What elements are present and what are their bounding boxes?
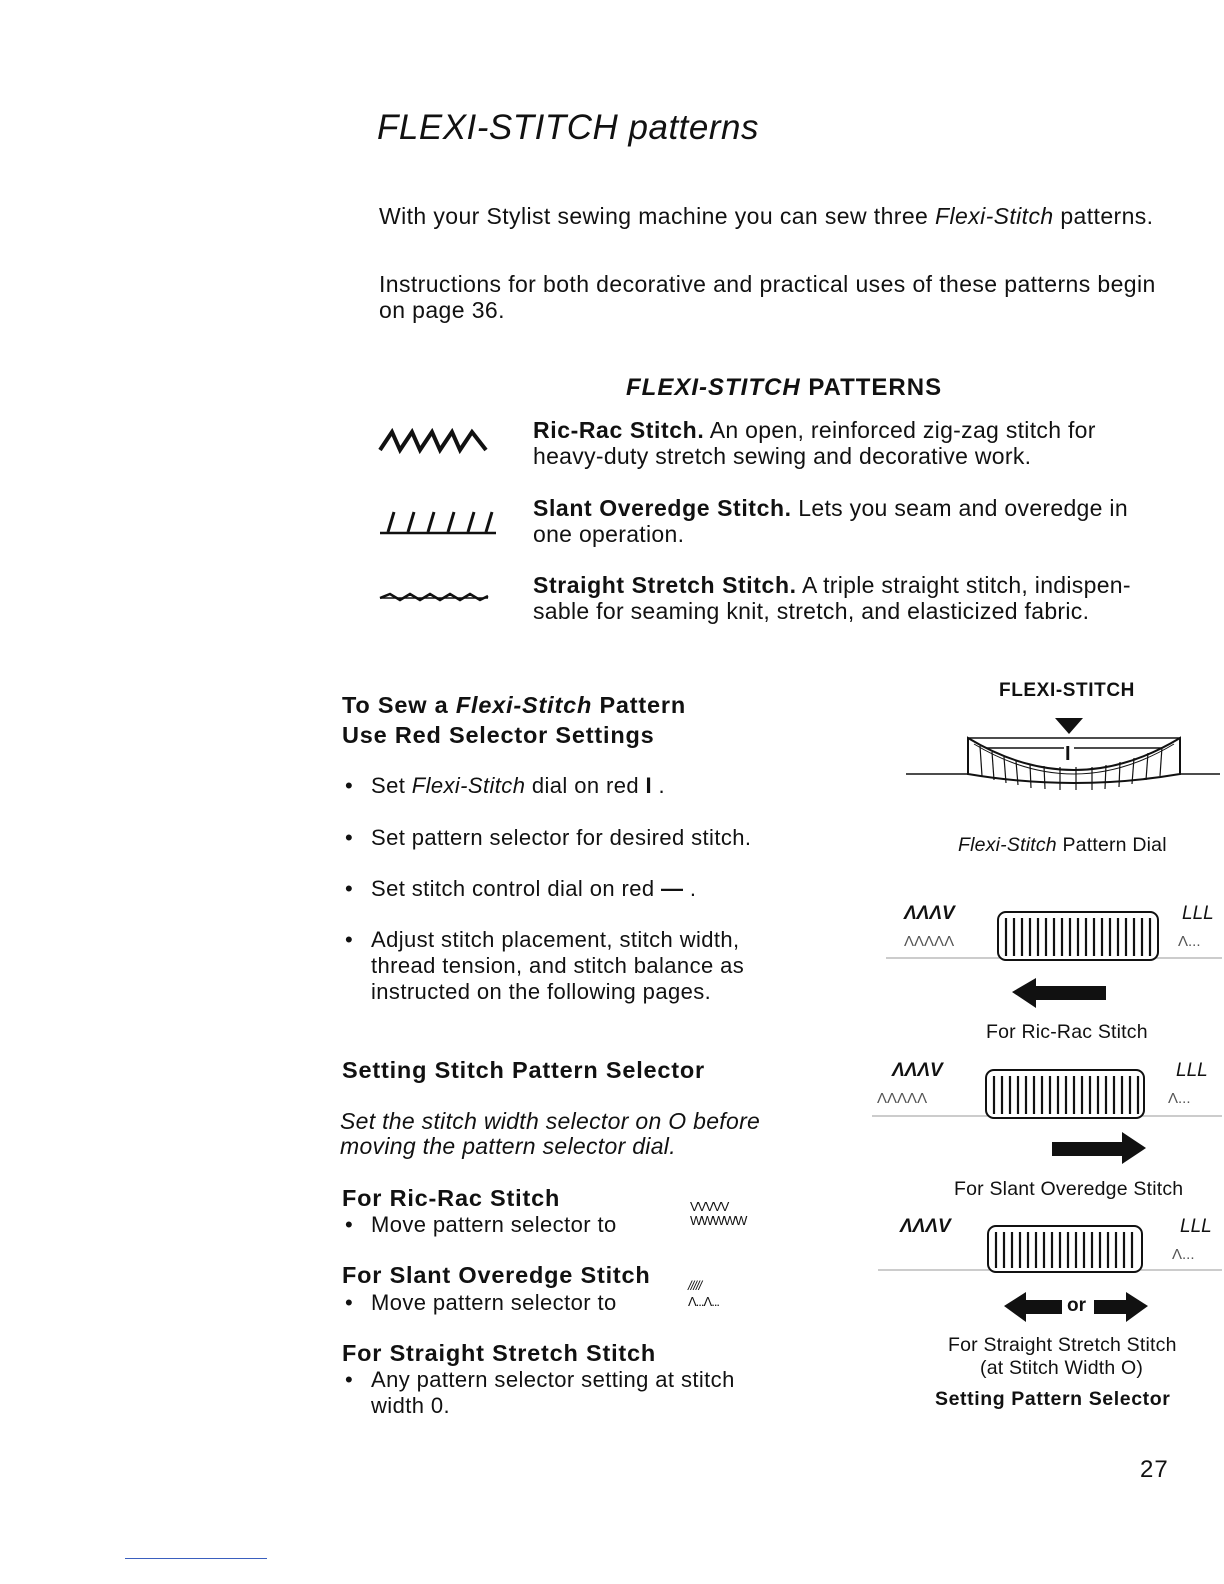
straight-heading: For Straight Stretch Stitch: [342, 1340, 657, 1366]
fig1-left-bottom-symbol: ΛΛΛΛΛ: [904, 933, 955, 950]
sew-heading-1: To Sew a Flexi-Stitch Pattern: [342, 692, 687, 718]
fig3-right-top-symbol: LLL: [1180, 1216, 1212, 1237]
or-label: or: [1067, 1295, 1086, 1316]
ricrac-selector-figure: [884, 908, 1224, 1012]
page-title: FLEXI-STITCH patterns: [377, 108, 759, 147]
dial-pointer-icon: [1055, 718, 1083, 734]
intro-line-1: With your Stylist sewing machine you can sew three Flexi-Stitch patterns.: [379, 203, 1154, 229]
intro-line-3: on page 36.: [379, 297, 505, 323]
straight-selector-figure: [876, 1222, 1224, 1328]
caption-main: Setting Pattern Selector: [935, 1388, 1171, 1410]
arrow-right-icon: [1052, 1132, 1146, 1164]
flexi-stitch-dial-figure: [900, 712, 1224, 802]
caption-slant: For Slant Overedge Stitch: [954, 1178, 1184, 1200]
footer-rule: [125, 1558, 267, 1559]
selector-note-1: Set the stitch width selector on O before: [340, 1108, 761, 1134]
caption-ricrac: For Ric-Rac Stitch: [986, 1021, 1148, 1043]
fig3-right-bottom-symbol: Λ...: [1172, 1246, 1195, 1263]
pattern-slant-overedge: Slant Overedge Stitch. Lets you seam and overedge in one operation.: [533, 495, 1128, 547]
page-number: 27: [1140, 1456, 1169, 1483]
selector-heading: Setting Stitch Pattern Selector: [342, 1057, 706, 1083]
arrow-right-small-icon: [1094, 1292, 1148, 1322]
fig1-right-bottom-symbol: Λ...: [1178, 933, 1201, 950]
slant-overedge-stitch-icon: [378, 508, 500, 536]
selector-note-2: moving the pattern selector dial.: [340, 1133, 676, 1159]
bullet-1: • Set Flexi-Stitch dial on red I .: [345, 773, 666, 798]
pattern-ricrac: Ric-Rac Stitch. An open, reinforced zig-zag stitch for heavy-duty stretch sewing and decorative work.: [533, 417, 1096, 469]
ricrac-instruction: • Move pattern selector to: [345, 1212, 617, 1237]
dial-caption: Flexi-Stitch Pattern Dial: [958, 834, 1167, 856]
ricrac-stitch-icon: [378, 428, 490, 454]
straight-instruction: • Any pattern selector setting at stitch width 0.: [345, 1367, 735, 1418]
ricrac-selector-symbol: VVVVV WWWWW: [690, 1199, 747, 1228]
arrow-left-small-icon: [1004, 1292, 1062, 1322]
fig1-right-top-symbol: LLL: [1182, 903, 1214, 924]
slant-selector-symbol: ///// Λ...Λ...: [688, 1278, 720, 1309]
straight-stretch-stitch-icon: [378, 588, 492, 604]
bullet-2: • Set pattern selector for desired stitch.: [345, 825, 752, 850]
bullet-3: • Set stitch control dial on red — .: [345, 876, 697, 901]
caption-straight-1: For Straight Stretch Stitch: [948, 1334, 1177, 1356]
fig2-right-bottom-symbol: Λ...: [1168, 1090, 1191, 1107]
slant-instruction: • Move pattern selector to: [345, 1290, 617, 1315]
slant-heading: For Slant Overedge Stitch: [342, 1262, 651, 1288]
caption-straight-2: (at Stitch Width O): [980, 1357, 1144, 1379]
pattern-straight-stretch: Straight Stretch Stitch. A triple straight stitch, indispen- sable for seaming knit, stretch, and elasticized fabric.: [533, 572, 1131, 624]
fig2-left-top-symbol: ΛΛΛV: [892, 1060, 943, 1081]
fig3-left-top-symbol: ΛΛΛV: [900, 1216, 951, 1237]
fig1-left-top-symbol: ΛΛΛV: [904, 903, 955, 924]
sew-heading-2: Use Red Selector Settings: [342, 722, 655, 748]
dial-mark: I: [1065, 743, 1071, 765]
arrow-left-icon: [1012, 978, 1106, 1008]
slant-selector-figure: [870, 1066, 1224, 1170]
intro-line-2: Instructions for both decorative and practical uses of these patterns begin: [379, 271, 1156, 297]
bullet-4: • Adjust stitch placement, stitch width, thread tension, and stitch balance as instructed on the following pages.: [345, 927, 745, 1004]
dial-label: FLEXI-STITCH: [999, 680, 1135, 701]
patterns-heading: FLEXI-STITCH PATTERNS: [626, 374, 943, 401]
fig2-right-top-symbol: LLL: [1176, 1060, 1208, 1081]
fig2-left-bottom-symbol: ΛΛΛΛΛ: [877, 1090, 928, 1107]
ricrac-heading: For Ric-Rac Stitch: [342, 1185, 561, 1211]
